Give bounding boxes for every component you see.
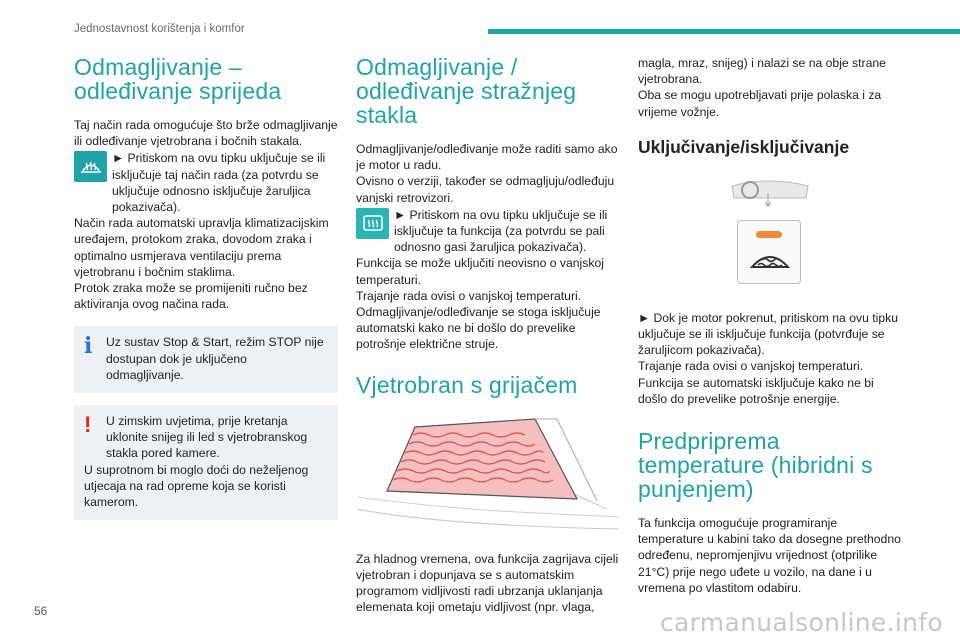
warning-note-text: U zimskim uvjetima, prije kretanja uklonite snijeg ili led s vjetrobranskog stakla pored kamere.	[106, 414, 308, 461]
subsection-title-on-off: Uključivanje/isključivanje	[638, 136, 850, 157]
paragraph: Odmagljivanje/odleđivanje se stoga isključuje automatski kako ne bi došlo do prevelike potrošnje električne struje.	[356, 305, 601, 352]
section-title-temperature-preconditioning: Predpriprema temperature (hibridni s punjenjem)	[638, 428, 873, 503]
rear-defrost-button-icon	[356, 208, 389, 239]
button-instruction-text: ► Pritiskom na ovu tipku uključuje se ili isključuje ta funkcija (za potvrdu se pali odnosno gasi žaruljica pokazivača).	[394, 207, 608, 255]
paragraph: Oba se mogu upotrebljavati prije polaska i za vrijeme vožnje.	[638, 88, 882, 119]
paragraph: Odmagljivanje/odleđivanje može raditi samo ako je motor u radu.	[356, 142, 618, 173]
paragraph: Protok zraka može se promijeniti ručno bez aktiviranja ovog načina rada.	[74, 281, 308, 312]
paragraph: Taj način rada omogućuje što brže odmagljivanje ili odleđivanje vjetrobrana i bočnih stakala.	[74, 118, 338, 149]
column-1	[74, 55, 338, 520]
heated-windscreen-icon	[748, 245, 792, 273]
column-2	[356, 55, 620, 615]
watermark: carmanualsonline.info	[660, 608, 943, 637]
section-title-heated-windscreen: Vjetrobran s grijačem	[356, 371, 578, 398]
info-icon: i	[84, 333, 93, 360]
paragraph: Funkcija se može uključiti neovisno o vanjskoj temperaturi.	[356, 256, 604, 287]
heated-windscreen-button-figure	[737, 220, 801, 284]
paragraph: Trajanje rada ovisi o vanjskoj temperaturi.	[638, 359, 864, 374]
column-3	[638, 55, 902, 596]
front-defrost-button-icon	[74, 151, 107, 182]
header-accent-bar	[488, 29, 960, 34]
paragraph: Za hladnog vremena, ova funkcija zagrijava cijeli vjetrobran i dopunjava se s automatskim programom vidljivosti radi ubrzanja uklanjanja elemenata koji ometaju vidljivost (npr. vlaga,	[356, 551, 619, 615]
paragraph: magla, mraz, snijeg) i nalazi se na obje strane vjetrobrana.	[638, 56, 886, 87]
button-instruction	[74, 150, 338, 215]
info-note-text: Uz sustav Stop & Start, režim STOP nije dostupan dok je uključeno odmagljivanje.	[106, 335, 324, 382]
button-indicator-led	[756, 231, 782, 238]
page-number: 56	[34, 604, 48, 618]
section-title-front-defrost: Odmagljivanje – odleđivanje sprijeda	[74, 54, 282, 104]
button-instruction	[356, 207, 620, 256]
paragraph: ► Dok je motor pokrenut, pritiskom na ovu tipku uključuje se ili isključuje funkcija (potvrđuje se žaruljicom pokazivača).	[638, 310, 898, 358]
paragraph: Ta funkcija omogućuje programiranje temperature u kabini tako da dosegne prethodno određenu, nepromjenjivu vrijednost (otprilike 21°C) prije nego uđete u vozilo, na dane i u vremena po vlastitom odabiru.	[638, 516, 901, 595]
chapter-title: Jednostavnost korištenja i komfor	[74, 23, 245, 35]
button-instruction-text: ► Pritiskom na ovu tipku uključuje se ili isključuje taj način rada (za potvrdu se uključuje odnosno isključuje žaruljica pokazivača).	[112, 151, 326, 215]
heated-windscreen-illustration	[357, 413, 619, 531]
section-title-rear-defrost: Odmagljivanje / odleđivanje stražnjeg stakla	[356, 54, 577, 128]
paragraph: Ovisno o verziji, također se odmagljuju/odleđuju vanjski retrovizori.	[356, 174, 615, 205]
paragraph: Funkcija se automatski isključuje kako ne bi došlo do prevelike potrošnje energije.	[638, 375, 874, 406]
dashboard-location-icon	[638, 172, 902, 212]
paragraph: Način rada automatski upravlja klimatizacijskim uređajem, protokom zraka, dovodom zraka i optimalno usmjerava ventilaciju prema vjetrobranu i bočnim staklima.	[74, 216, 329, 279]
warning-note	[74, 405, 338, 520]
warning-note-text: U suprotnom bi moglo doći do neželjenog utjecaja na rad opreme koja se koristi kamerom.	[84, 462, 309, 510]
paragraph: Trajanje rada ovisi o vanjskoj temperaturi.	[356, 288, 582, 303]
info-note	[74, 326, 338, 393]
warning-icon: !	[84, 412, 92, 438]
